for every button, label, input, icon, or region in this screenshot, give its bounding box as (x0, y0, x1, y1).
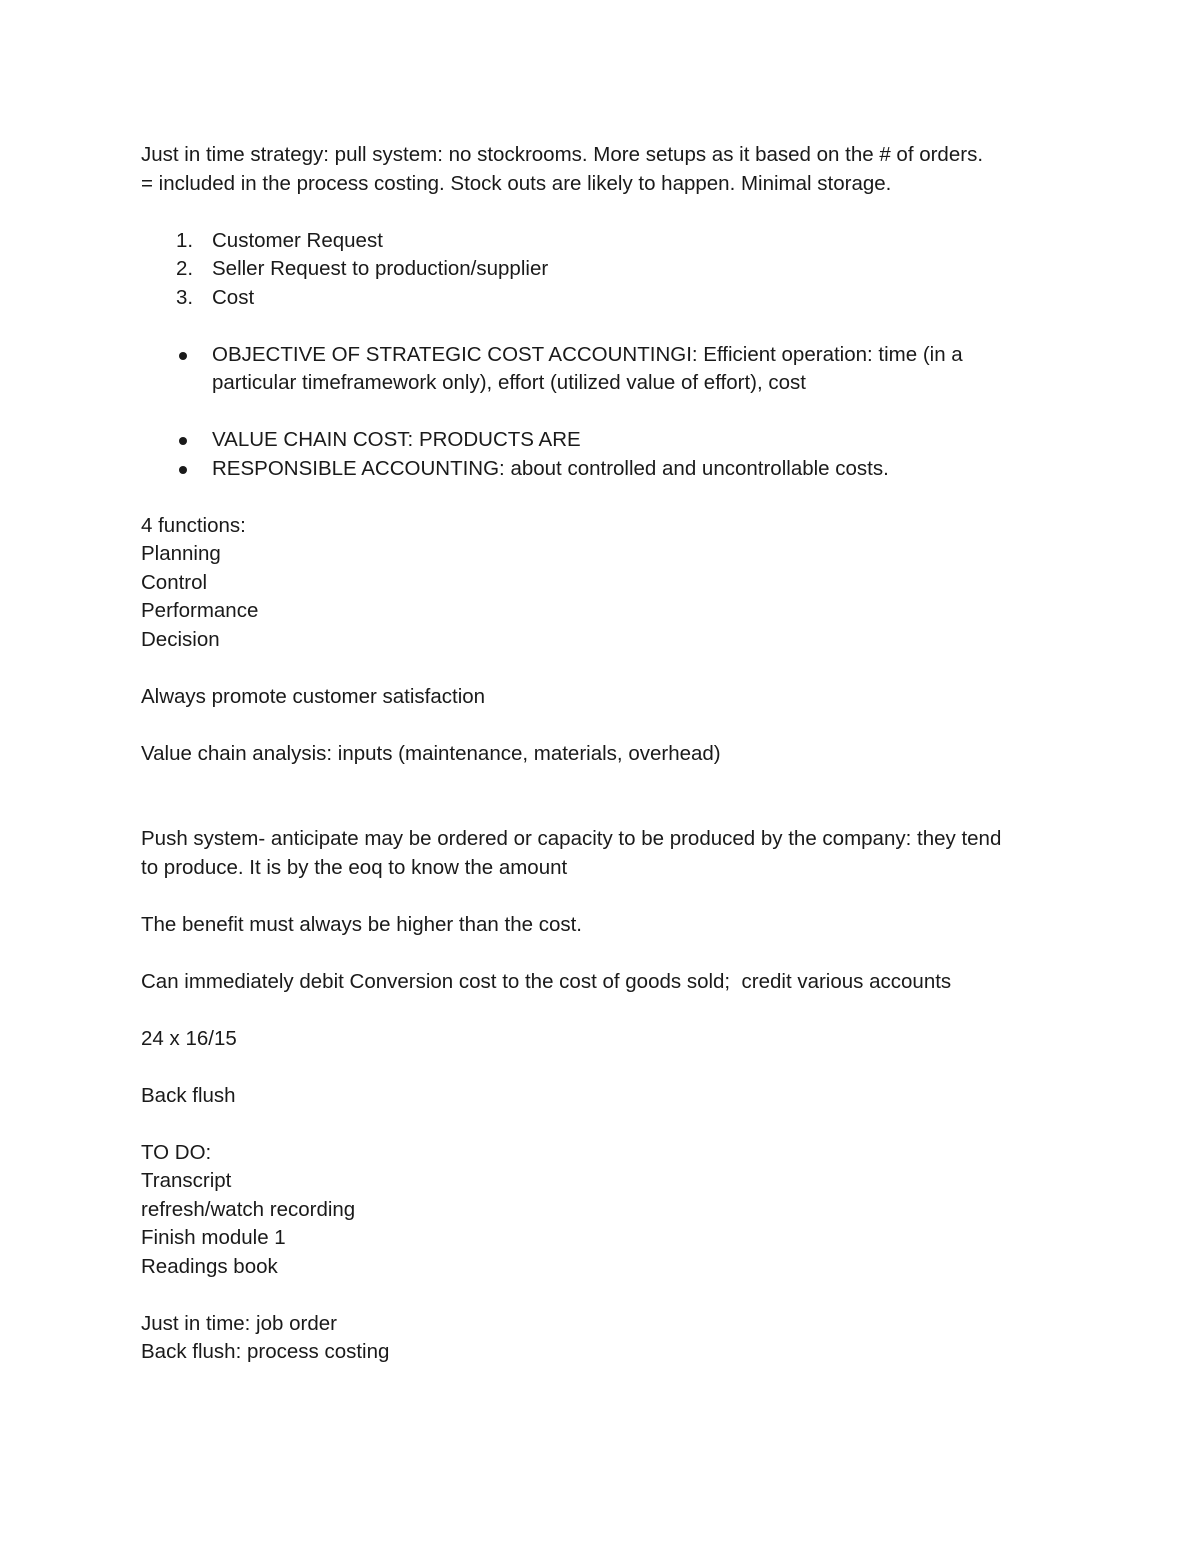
todo-item: Finish module 1 (141, 1226, 286, 1249)
spacer (141, 398, 1061, 427)
list-number: 2. (176, 257, 194, 280)
conversion-cost-text: Can immediately debit Conversion cost to the cost of goods sold; credit various accounts (141, 969, 952, 993)
back-flush-text: Back flush (141, 1083, 236, 1107)
bullet-list-objective (141, 341, 1061, 398)
todo-item: refresh/watch recording (141, 1197, 356, 1221)
list-item-text: Cost (212, 285, 255, 309)
list-number: 1. (176, 228, 194, 252)
todo-item: Readings book (141, 1254, 278, 1278)
jit-strategy-paragraph (141, 141, 1061, 198)
summary-jit: Just in time: job order (141, 1311, 337, 1335)
jit-strategy-line-2: = included in the process costing. Stock outs are likely to happen. Minimal storage. (141, 171, 892, 195)
push-system-paragraph (141, 825, 1061, 882)
spacer (141, 1053, 1061, 1082)
numbered-list-item (141, 227, 1061, 256)
function-item: Performance (141, 599, 259, 622)
value-chain-analysis-text: Value chain analysis: inputs (maintenance, materials, overhead) (141, 741, 721, 765)
numbered-list-item (141, 255, 1061, 284)
numbered-list (141, 227, 1061, 313)
push-system-line-1: Push system- anticipate may be ordered or capacity to be produced by the company: they tend (141, 827, 1002, 850)
spacer (141, 882, 1061, 911)
functions-section (141, 512, 1061, 655)
push-system-line-2: to produce. It is by the eoq to know the amount (141, 855, 568, 879)
bullet-list-item (141, 455, 1061, 484)
function-item: Decision (141, 627, 220, 651)
spacer (141, 711, 1061, 740)
bullet-list-accounting (141, 426, 1061, 483)
spacer (141, 768, 1061, 825)
spacer (141, 654, 1061, 683)
list-item-text: Customer Request (212, 228, 383, 252)
bullet-list-item (141, 426, 1061, 455)
bullet-icon (179, 437, 187, 445)
document-body (141, 141, 1061, 1367)
spacer (141, 483, 1061, 512)
customer-satisfaction-text: Always promote customer satisfaction (141, 684, 486, 708)
function-item: Control (141, 570, 208, 594)
todo-heading: TO DO: (141, 1140, 212, 1164)
summary-section (141, 1310, 1061, 1367)
summary-back-flush: Back flush: process costing (141, 1340, 390, 1363)
spacer (141, 198, 1061, 227)
todo-section (141, 1139, 1061, 1282)
list-item-text: Seller Request to production/supplier (212, 257, 549, 280)
spacer (141, 1110, 1061, 1139)
jit-strategy-line-1: Just in time strategy: pull system: no stockrooms. More setups as it based on the # of orders. (141, 143, 984, 166)
spacer (141, 312, 1061, 341)
bullet-icon (179, 352, 187, 360)
todo-item: Transcript (141, 1169, 232, 1192)
list-item-text-line-1: OBJECTIVE OF STRATEGIC COST ACCOUNTINGI: Efficient operation: time (in a (212, 342, 963, 366)
list-item-text-line-2: particular timeframework only), effort (utilized value of effort), cost (212, 371, 806, 394)
spacer (141, 939, 1061, 968)
list-item-text: RESPONSIBLE ACCOUNTING: about controlled and uncontrollable costs. (212, 456, 889, 480)
bullet-list-item (141, 341, 1061, 398)
list-item-text: VALUE CHAIN COST: PRODUCTS ARE (212, 428, 581, 451)
functions-heading: 4 functions: (141, 513, 246, 537)
calculation-text: 24 x 16/15 (141, 1026, 237, 1050)
benefit-text: The benefit must always be higher than the cost. (141, 912, 583, 936)
spacer (141, 996, 1061, 1025)
list-number: 3. (176, 285, 194, 309)
bullet-icon (179, 466, 187, 474)
spacer (141, 1281, 1061, 1310)
numbered-list-item (141, 284, 1061, 313)
function-item: Planning (141, 542, 221, 565)
